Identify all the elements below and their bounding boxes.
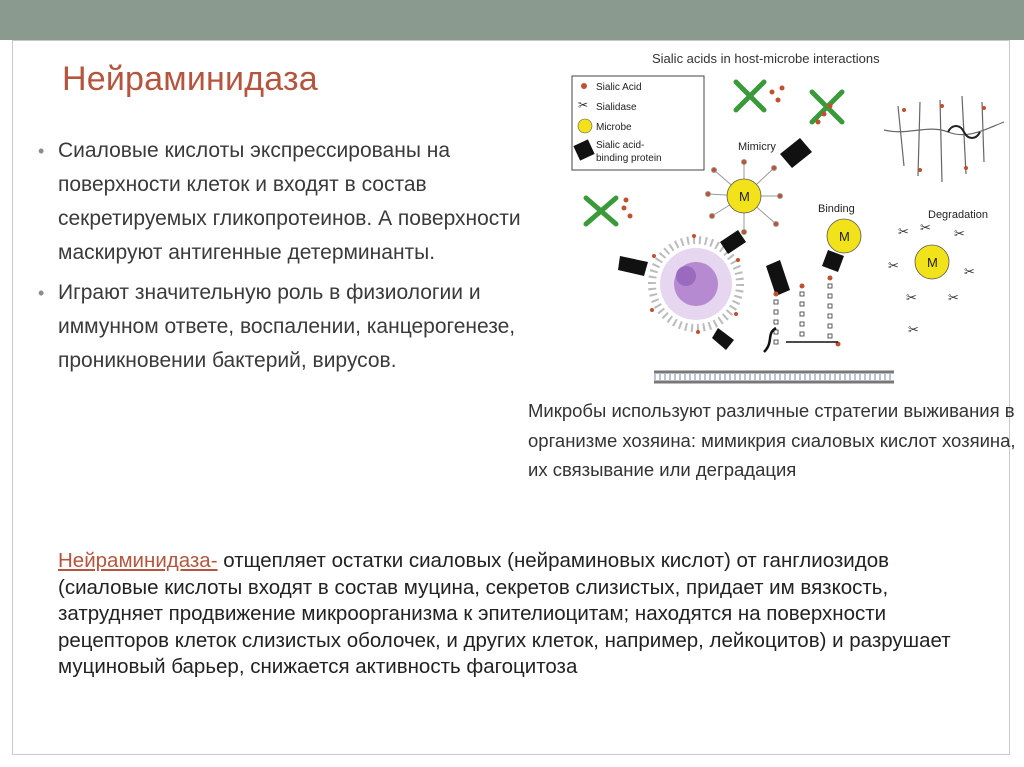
bullet-dot-icon: •	[38, 283, 45, 303]
legend-binding-protein-1: Sialic acid-	[596, 140, 645, 151]
svg-text:✂: ✂	[964, 264, 975, 279]
sialic-acid-icon	[581, 83, 587, 89]
figure-title: Sialic acids in host-microbe interactions	[652, 51, 880, 66]
binding-microbe	[827, 219, 861, 253]
slide-title: Нейраминидаза	[62, 60, 318, 98]
svg-text:✂: ✂	[954, 226, 965, 241]
bullet-list	[38, 134, 538, 384]
label-mimicry: Mimicry	[738, 141, 776, 153]
degradation-microbe	[915, 245, 949, 279]
bullet-text: Сиаловые кислоты экспрессированы на поверхности клеток и входят в состав секретируемых гликопротеинов. А поверхности маскируют антигенные детерминанты.	[58, 139, 521, 264]
svg-text:✂: ✂	[888, 258, 899, 273]
svg-text:✂: ✂	[908, 322, 919, 337]
mimicry-microbe	[706, 160, 783, 235]
virus-icon	[812, 92, 842, 122]
svg-text:✂: ✂	[948, 290, 959, 305]
label-degradation: Degradation	[928, 209, 988, 221]
binding-protein-icon	[766, 260, 790, 296]
top-bar	[0, 0, 1024, 40]
legend-microbe: Microbe	[596, 122, 632, 133]
figure-legend	[572, 76, 704, 170]
label-binding: Binding	[818, 203, 855, 215]
svg-text:M: M	[739, 189, 750, 204]
bottom-paragraph-text: отщепляет остатки сиаловых (нейраминовых кислот) от ганглиозидов (сиаловые кислоты входят в состав муцина, секретов слизистых, придает им вязкость, затрудняет продвижение микроорганизма к эпителиоцитам; находятся на поверхности рецепторов клеток слизистых оболочек, и других клеток, например, лейкоцитов) и разрушает муциновый барьер, снижается активность фагоцитоза	[58, 549, 951, 678]
svg-text:M: M	[839, 229, 850, 244]
svg-text:✂: ✂	[898, 224, 909, 239]
binding-protein-icon	[822, 250, 844, 272]
filament-structure	[884, 96, 1004, 182]
legend-binding-protein-2: binding protein	[596, 153, 662, 164]
scissors-icon: ✂	[578, 98, 589, 112]
bullet-dot-icon: •	[38, 141, 45, 161]
bottom-paragraph	[58, 548, 988, 681]
svg-text:M: M	[927, 255, 938, 270]
virus-icon	[736, 82, 764, 110]
microbe-icon	[578, 119, 592, 133]
bullet-item	[38, 134, 538, 270]
sialic-acid-diagram	[568, 66, 1008, 392]
binding-protein-icon	[618, 256, 648, 276]
legend-sialidase: Sialidase	[596, 102, 637, 113]
virus-icon	[586, 198, 616, 224]
figure-caption: Микробы используют различные стратегии выживания в организме хозяина: мимикрия сиаловых кислот хозяина, их связывание или деградация	[528, 400, 1016, 480]
term-neuraminidase: Нейраминидаза-	[58, 549, 218, 572]
bullet-text: Играют значительную роль в физиологии и иммунном ответе, воспалении, канцерогенезе, проникновении бактерий, вирусов.	[58, 281, 516, 372]
bullet-item	[38, 276, 538, 378]
legend-sialic-acid: Sialic Acid	[596, 82, 642, 93]
binding-protein-icon	[780, 138, 812, 168]
svg-text:✂: ✂	[920, 220, 931, 235]
binding-protein-icon	[712, 328, 734, 350]
cell-membrane	[654, 372, 894, 382]
svg-text:✂: ✂	[906, 290, 917, 305]
